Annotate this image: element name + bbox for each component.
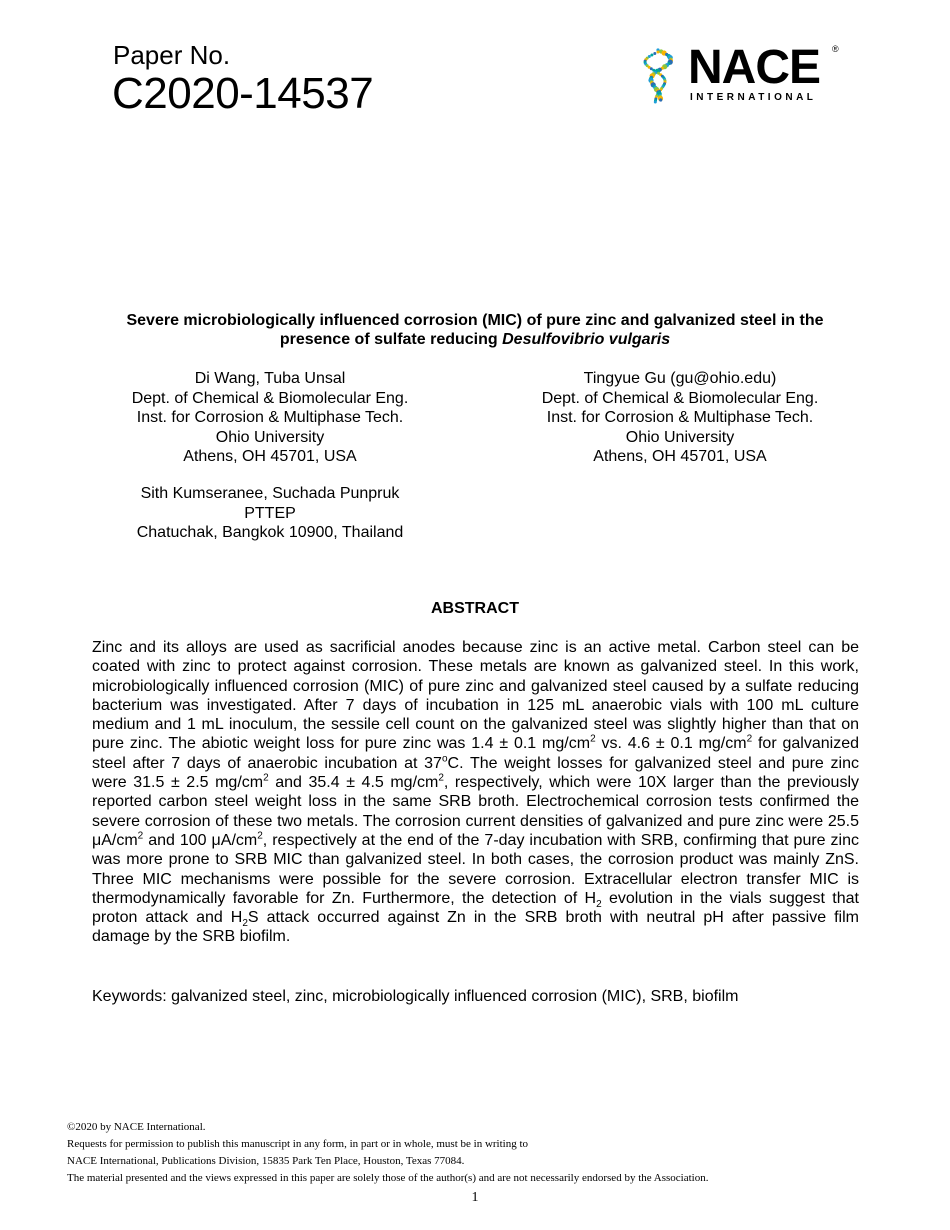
author-block-third [110,484,430,543]
paper-number: C2020-14537 [112,69,374,118]
footer-line: NACE International, Publications Division, 15835 Park Ten Place, Houston, Texas 77084. [67,1155,465,1167]
logo-dot [653,52,656,55]
nace-logo-emblem-icon [630,44,686,106]
abstract-heading: ABSTRACT [431,600,519,617]
footer-line: The material presented and the views expressed in this paper are solely those of the author(s) and are not necessarily endorsed by the Association. [67,1172,709,1184]
author-address: Athens, OH 45701, USA [183,448,357,465]
author-address: Chatuchak, Bangkok 10900, Thailand [136,524,404,541]
author-names: Di Wang, Tuba Unsal [194,370,346,387]
logo-subtitle: INTERNATIONAL [690,92,817,103]
author-university: Ohio University [215,428,325,446]
author-names: Sith Kumseranee, Suchada Punpruk [140,485,400,502]
abstract-body: Zinc and its alloys are used as sacrificial anodes because zinc is an active metal. Carbon steel can be coated with zinc to protect against corrosion. These metals are known as galvanized steel. In this work, microbiologically influenced corrosion (MIC) of pure zinc and galvanized steel caused by a sulfate reducing bacterium was investigated. After 7 days of incubation in 125 mL anaerobic vials with 100 mL culture medium and 1 mL inoculum, the sessile cell count on the galvanized steel was slightly higher than that on pure zinc. The abiotic weight loss for pure zinc was 1.4 ± 0.1 $mg/cm^2$ vs. 4.6 ± 0.1 $mg/cm^2$ for galvanized steel after 7 days of anaerobic incubation at 37$^o$C. The weight losses for galvanized steel and pure zinc were 31.5 ± 2.5 $mg/cm^2$ and 35.4 ± 4.5 $mg/cm^2$, respectively, which were 10X larger than the previously reported carbon steel weight loss in the same SRB broth. Electrochemical corrosion tests confirmed the severe corrosion of these two metals. The corrosion current densities of galvanized and pure zinc were 25.5 $\mu A/cm^2$ and 100 $\mu A/cm^2$, respectively at the end of the 7-day incubation with SRB, confirming that pure zinc was more prone to SRB MIC than galvanized steel. In both cases, the corrosion product was mainly ZnS. Three MIC mechanisms were possible for the severe corrosion. Extracellular electron transfer MIC is thermodynamically favorable for Zn. Furthermore, the detection of $H_2$ evolution in the vials suggest that proton attack and $H_2S$ attack occurred against Zn in the SRB broth with neutral pH after passive film damage by the SRB biofilm. [92,639,860,946]
footer-line: Requests for permission to publish this manuscript in any form, in part or in whole, must be in writing to [67,1138,529,1150]
keywords: Keywords: galvanized steel, zinc, microbiologically influenced corrosion (MIC), SRB, biofilm [92,988,739,1005]
paper-title [90,311,860,349]
paper-number-label: Paper No. [113,40,231,70]
logo-wordmark: NACE [688,41,821,94]
author-institute: Inst. for Corrosion & Multiphase Tech. [546,409,814,426]
logo-dot [657,51,660,54]
author-block-right [520,369,840,467]
nace-logo [630,41,845,106]
copyright-footer [67,1119,708,1187]
title-text: Severe microbiologically influenced corrosion (MIC) of pure zinc and galvanized steel in the presence of sulfate reducing [126,312,824,348]
title-organism: Desulfovibrio vulgaris [502,331,671,348]
author-names: Tingyue Gu (gu@ohio.edu) [583,370,777,387]
logo-dot [654,101,657,104]
footer-line: ©2020 by NACE International. [67,1121,206,1133]
author-institute: Inst. for Corrosion & Multiphase Tech. [136,409,404,426]
logo-dot [650,54,653,57]
author-address: Athens, OH 45701, USA [593,448,767,465]
author-university: Ohio University [625,428,735,446]
page-number: 1 [471,1190,479,1205]
author-department: Dept. of Chemical & Biomolecular Eng. [541,389,819,407]
logo-registered-mark: ® [832,44,839,54]
author-block-left [110,369,430,467]
author-organization: PTTEP [244,504,296,522]
logo-dot [659,98,662,101]
author-department: Dept. of Chemical & Biomolecular Eng. [131,389,409,407]
